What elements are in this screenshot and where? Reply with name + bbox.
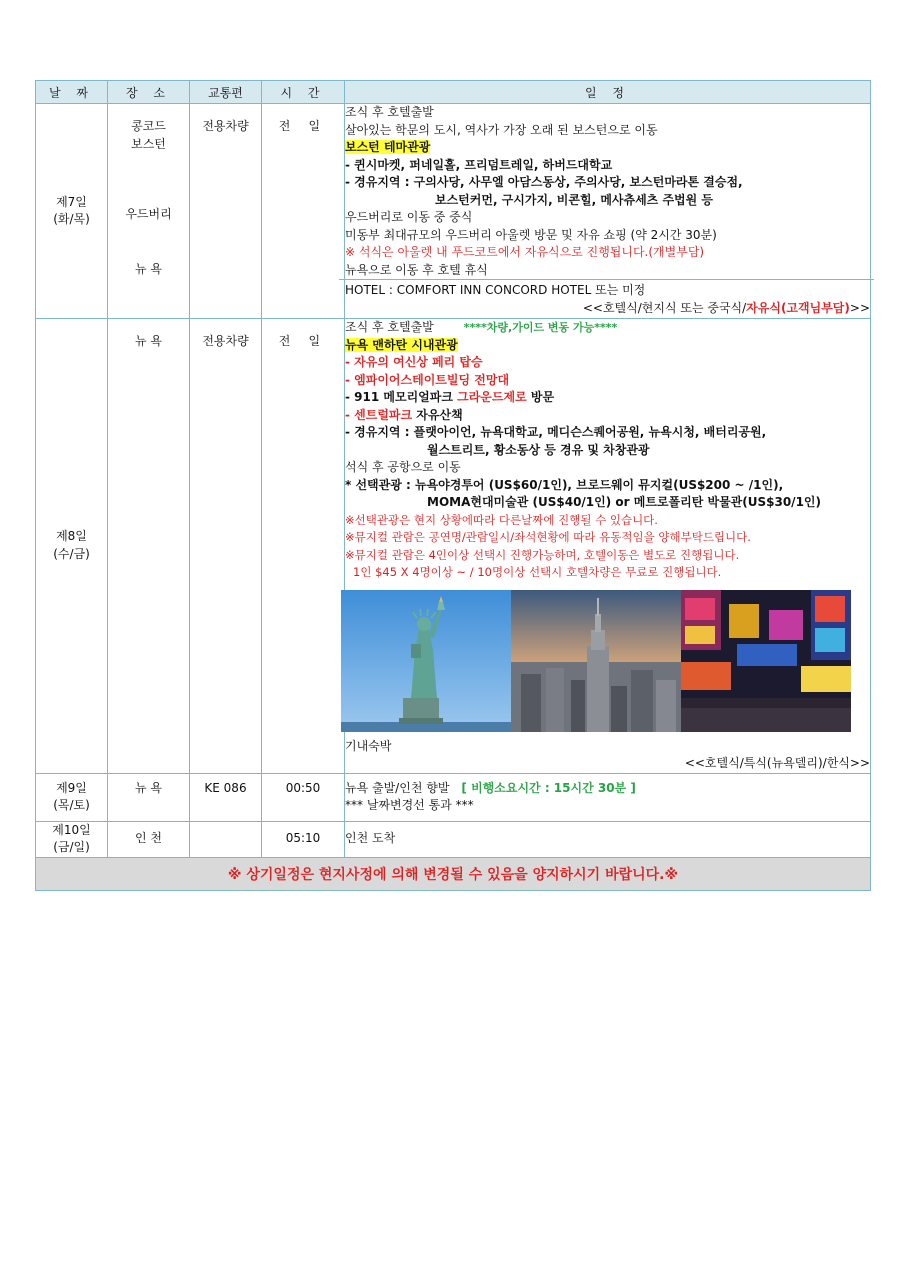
day9-schedule — [345, 773, 871, 821]
day7-time — [262, 104, 345, 319]
day8-line: - 경유지역 : 플랫아이언, 뉴욕대학교, 메디슨스퀘어공원, 뉴욕시청, 배터리공원, — [345, 425, 767, 439]
day8-meals: <<호텔식/특식(뉴욕델리)/한식>> — [684, 756, 870, 770]
place-boston: 보스턴 — [131, 136, 166, 151]
day7-line: 보스턴커먼, 구시가지, 비콘힐, 메사츄세츠 주법원 등 — [435, 192, 713, 207]
day7-date-num: 제7일 — [56, 194, 87, 209]
day8-l5a: - 911 메모리얼파크 — [345, 390, 458, 404]
footer-row — [36, 857, 871, 890]
day8-option-line: MOMA현대미술관 (US$40/1인) or 메트로폴리탄 박물관(US$30/1인) — [427, 495, 821, 509]
day9-date-weekday: (목/토) — [53, 798, 90, 812]
day9-l1: 뉴욕 출발/인천 향발 — [345, 780, 450, 795]
day8-line — [345, 407, 870, 425]
day7-meal-a: <<호텔식/현지식 또는 중국식/ — [582, 300, 747, 315]
day8-date — [36, 319, 108, 774]
day10-time-text: 05:10 — [285, 831, 321, 846]
day10-date-num: 제10일 — [52, 822, 91, 837]
day8-line — [345, 319, 870, 337]
day7-theme-title: 보스턴 테마관광 — [345, 140, 431, 154]
day9-line: *** 날짜변경선 통과 *** — [345, 798, 474, 812]
day7-line: - 경유지역 : 구의사당, 사무엘 아담스동상, 주의사당, 보스턴마라톤 결승점, — [345, 175, 743, 189]
day7-line: 뉴욕으로 이동 후 호텔 휴식 — [345, 262, 488, 277]
empire-state-photo — [511, 590, 681, 732]
day7-meal-b: 자유식(고객님부담) — [746, 300, 850, 315]
day8-l5b: 그라운드제로 — [457, 390, 527, 404]
day8-date-num: 제8일 — [56, 529, 87, 544]
header-time: 시 간 — [262, 81, 345, 104]
statue-of-liberty-photo — [341, 590, 511, 732]
day7-row — [36, 104, 871, 319]
day8-option-line: * 선택관광 : 뉴욕야경투어 (US$60/1인), 브로드웨이 뮤지컬(US$200 ~ /1인), — [345, 477, 784, 492]
day8-tour-title: 뉴욕 맨하탄 시내관광 — [345, 337, 458, 352]
day7-line: 살아있는 학문의 도시, 역사가 가장 오래 된 보스턴으로 이동 — [345, 122, 658, 137]
day8-l6a: - 센트럴파크 — [345, 407, 413, 422]
day9-time-text: 00:50 — [285, 780, 321, 795]
day10-line: 인천 도착 — [345, 831, 396, 846]
day10-row — [36, 821, 871, 857]
day8-time — [262, 319, 345, 774]
itinerary-table — [35, 80, 871, 891]
day8-line: 석식 후 공항으로 이동 — [345, 460, 461, 474]
day9-place — [108, 773, 190, 821]
day8-transport-text: 전용차량 — [202, 334, 249, 348]
day9-date-num: 제9일 — [56, 780, 87, 795]
day7-note: ※ 석식은 아울렛 내 푸드코트에서 자유식으로 진행됩니다.(개별부담) — [345, 245, 705, 259]
day9-place-text: 뉴 욕 — [135, 780, 162, 795]
day9-row — [36, 773, 871, 821]
day7-date-weekday: (화/목) — [53, 212, 90, 226]
day8-note: ※선택관광은 현지 상황에따라 다른날짜에 진행될 수 있습니다. — [345, 512, 658, 527]
day8-l6b: 자유산책 — [412, 407, 463, 422]
day7-line: 미동부 최대규모의 우드버리 아울렛 방문 및 자유 쇼핑 (약 2시간 30분) — [345, 227, 717, 242]
day8-line: - 자유의 여신상 페리 탑승 — [345, 355, 483, 369]
day7-line: - 퀸시마켓, 퍼네일홀, 프리덤트레일, 하버드대학교 — [345, 157, 613, 172]
day10-date-weekday: (금/일) — [53, 840, 90, 854]
day8-l1: 조식 후 호텔출발 — [345, 320, 434, 334]
place-newyork: 뉴 욕 — [135, 261, 162, 276]
header-place: 장 소 — [108, 81, 190, 104]
day9-flight-duration: [ 비행소요시간 : 15시간 30분 ] — [461, 780, 636, 795]
day8-note: ※뮤지컬 관람은 4인이상 선택시 진행가능하며, 호텔이동은 별도로 진행됩니다. — [345, 547, 740, 562]
day8-place — [108, 319, 190, 774]
day8-line: - 엠파이어스테이트빌딩 전망대 — [345, 372, 510, 387]
day9-time — [262, 773, 345, 821]
header-schedule: 일 정 — [345, 81, 871, 104]
day7-transport — [190, 104, 262, 319]
day10-schedule — [345, 821, 871, 857]
day9-transport — [190, 773, 262, 821]
day7-time-text: 전 일 — [278, 119, 328, 133]
day8-date-weekday: (수/금) — [53, 546, 90, 561]
header-date: 날 짜 — [36, 81, 108, 104]
day7-line: 조식 후 호텔출발 — [345, 105, 434, 119]
day8-guide-note: ****차량,가이드 변동 가능**** — [463, 321, 618, 334]
day7-transport-text: 전용차량 — [202, 119, 249, 133]
day9-flight: KE 086 — [204, 780, 247, 795]
day7-line: 우드버리로 이동 중 중식 — [345, 210, 473, 224]
day8-note: ※뮤지컬 관람은 공연명/관람일시/좌석현황에 따라 유동적임을 양해부탁드립니다. — [345, 530, 751, 544]
day8-line: 기내숙박 — [345, 738, 392, 753]
day8-note: 1인 $45 X 4명이상 ~ / 10명이상 선택시 호텔차량은 무료로 진행됩니다. — [353, 565, 722, 579]
day10-place-text: 인 천 — [135, 831, 162, 846]
day8-transport — [190, 319, 262, 774]
day10-place — [108, 821, 190, 857]
day10-transport — [190, 821, 262, 857]
place-woodbury: 우드버리 — [125, 207, 172, 221]
day9-date — [36, 773, 108, 821]
day8-l5c: 방문 — [526, 390, 555, 404]
day7-hotel: HOTEL : COMFORT INN CONCORD HOTEL 또는 미정 — [345, 283, 646, 297]
day8-schedule — [345, 319, 871, 774]
day9-line — [345, 780, 870, 798]
day8-line — [345, 389, 870, 407]
day7-meals — [345, 300, 870, 318]
times-square-photo — [681, 590, 851, 732]
day8-line: 월스트리트, 황소동상 등 경유 및 차창관광 — [427, 442, 650, 457]
day7-meal-c: >> — [849, 300, 870, 315]
day10-date — [36, 821, 108, 857]
day8-row — [36, 319, 871, 774]
footer-notice: ※ 상기일정은 현지사정에 의해 변경될 수 있음을 양지하시기 바랍니다.※ — [36, 857, 871, 890]
place-concord: 콩코드 — [131, 119, 166, 133]
header-row — [36, 81, 871, 104]
day7-places — [108, 104, 190, 319]
header-transport: 교통편 — [190, 81, 262, 104]
day8-time-text: 전 일 — [278, 334, 328, 348]
day10-time — [262, 821, 345, 857]
day7-schedule — [345, 104, 871, 319]
day8-place-text: 뉴 욕 — [135, 334, 162, 348]
day7-date — [36, 104, 108, 319]
photo-strip — [341, 590, 870, 732]
